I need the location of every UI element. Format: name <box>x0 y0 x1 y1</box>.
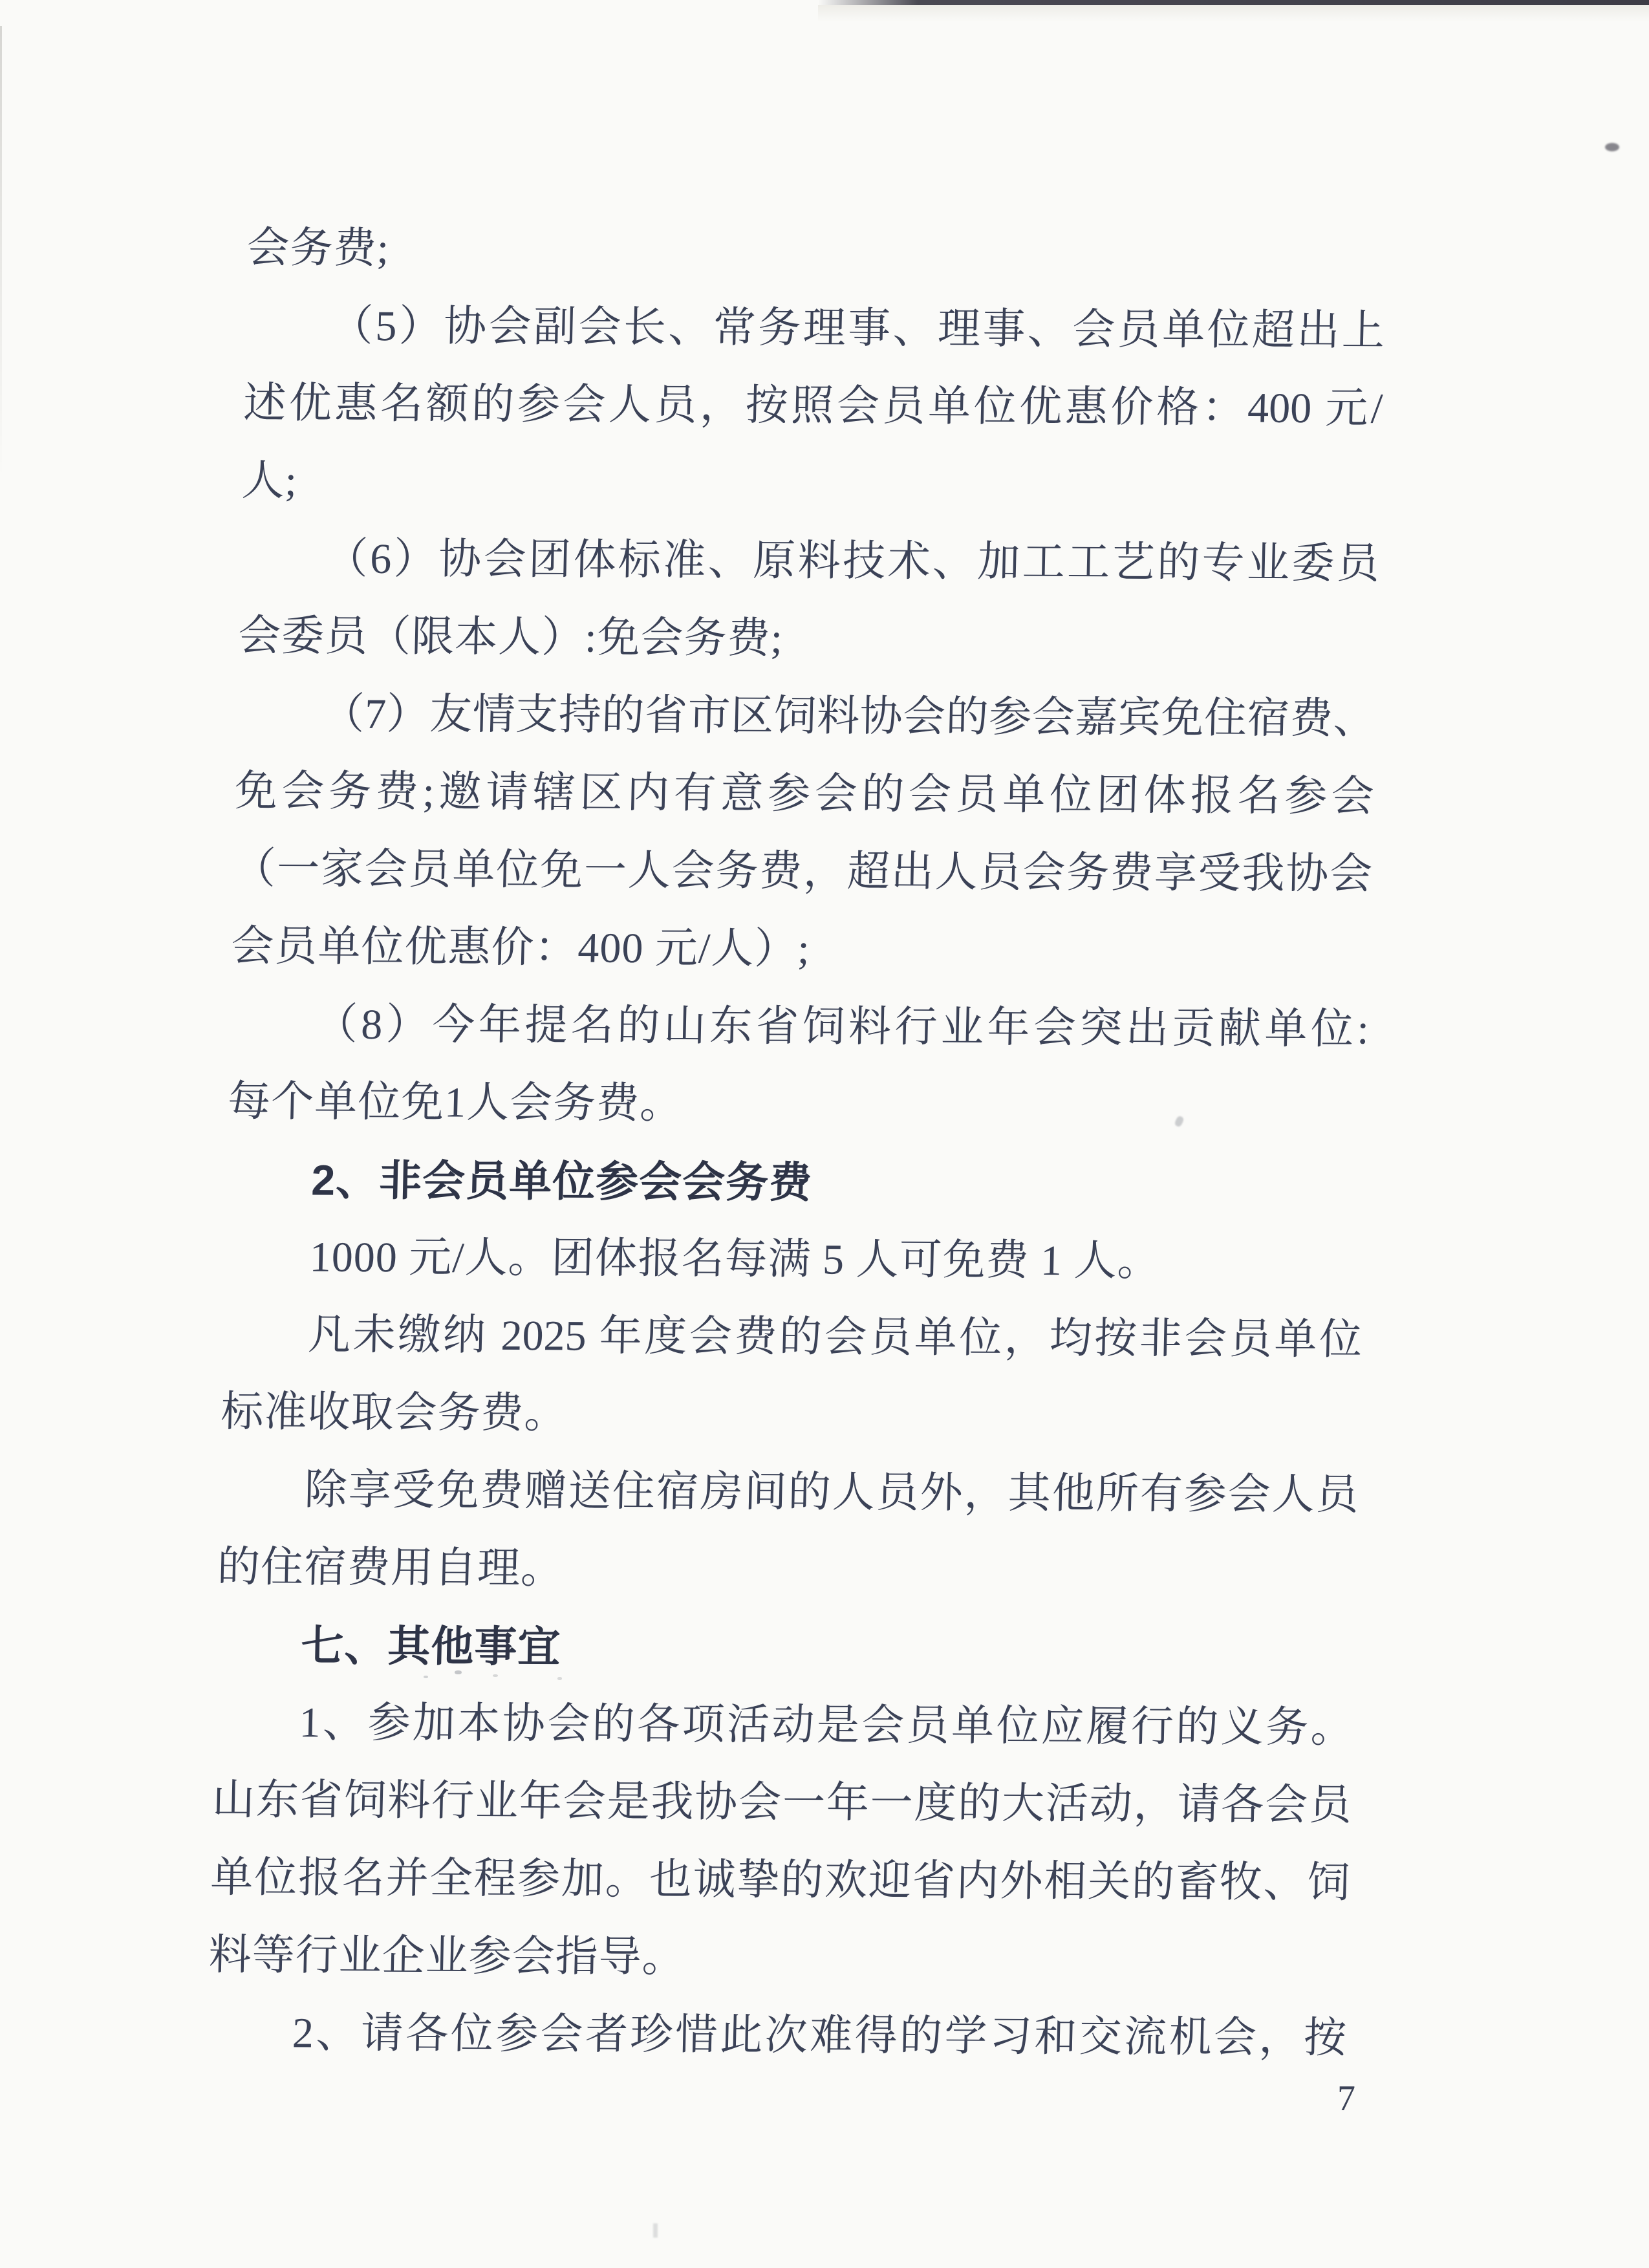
document-text-block <box>206 210 1387 2077</box>
text-line: （5）协会副会长、常务理事、理事、会员单位超出上 <box>330 302 1385 355</box>
text-line: 会委员（限本人）:免会务费; <box>237 612 784 663</box>
text-line: 1000 元/人。团体报名每满 5 人可免费 1 人。 <box>309 1233 1161 1285</box>
text-line: （8）今年提名的山东省饲料行业年会突出贡献单位: <box>314 1000 1370 1053</box>
section-heading-line: 七、其他事宜 <box>300 1621 562 1671</box>
text-line: 凡未缴纳 2025 年度会费的会员单位，均按非会员单位 <box>307 1311 1363 1364</box>
page-number: 7 <box>1337 2079 1355 2119</box>
text-line: 会务费; <box>246 224 390 273</box>
text-line: 标准收取会务费。 <box>220 1388 568 1438</box>
text-line: 免会务费;邀请辖区内有意参会的会员单位团体报名参会 <box>234 767 1375 821</box>
text-line: 1、参加本协会的各项活动是会员单位应履行的义务。 <box>298 1699 1354 1752</box>
text-line: 料等行业企业参会指导。 <box>208 1931 686 1982</box>
text-line: （一家会员单位免一人会务费，超出人员会务费享受我协会 <box>232 845 1374 898</box>
text-line: （7）友情支持的省市区饲料协会的参会嘉宾免住宿费、 <box>321 690 1377 743</box>
text-line: （6）协会团体标准、原料技术、加工工艺的专业委员 <box>325 535 1380 588</box>
text-line: 人; <box>241 457 298 505</box>
text-line: 山东省饲料行业年会是我协会一年一度的大活动，请各会员 <box>211 1776 1352 1830</box>
scan-left-edge-artifact <box>0 26 2 479</box>
text-line: 述优惠名额的参会人员，按照会员单位优惠价格：400 元/ <box>242 379 1384 433</box>
scan-edge-shadow-artifact <box>818 5 1649 22</box>
ink-dot-artifact <box>1605 143 1619 151</box>
scan-edge-bar-artifact <box>818 0 1649 5</box>
text-line: 2、请各位参会者珍惜此次难得的学习和交流机会，按 <box>292 2009 1347 2062</box>
text-line: 单位报名并全程参加。也诚挚的欢迎省内外相关的畜牧、饲 <box>210 1853 1351 1907</box>
text-line: 的住宿费用自理。 <box>217 1543 565 1593</box>
text-line: 除享受免费赠送住宿房间的人员外，其他所有参会人员 <box>303 1466 1359 1519</box>
section-heading-line: 2、非会员单位参会会务费 <box>310 1156 814 1207</box>
text-line: 会员单位优惠价：400 元/人）; <box>230 922 811 973</box>
stray-mark-artifact <box>653 2223 658 2238</box>
text-line: 每个单位免1人会务费。 <box>227 1077 684 1128</box>
